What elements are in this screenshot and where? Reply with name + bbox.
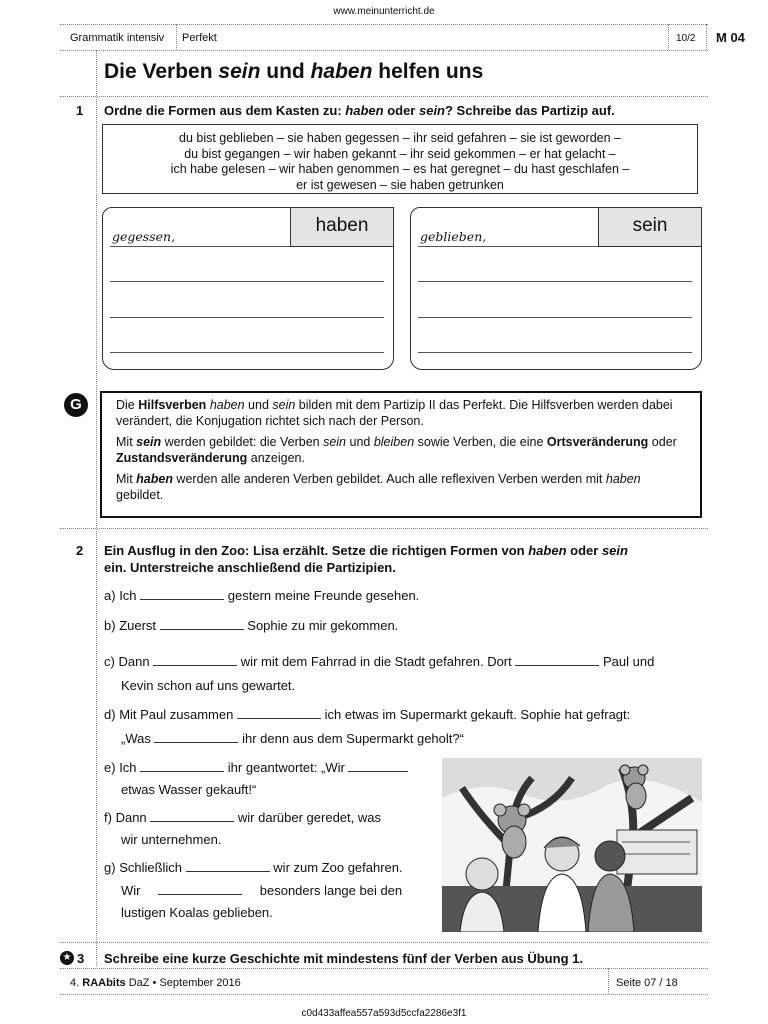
zoo-koala-illustration <box>442 758 702 932</box>
task-number: 1 <box>76 103 84 118</box>
footer-page-number: Seite 07 / 18 <box>616 977 678 989</box>
source-url: www.meinunterricht.de <box>333 6 435 17</box>
exercise-c-cont: Kevin schon auf uns gewartet. <box>121 678 296 693</box>
answer-line[interactable] <box>418 281 692 282</box>
section-rule <box>60 942 708 943</box>
header-divider <box>706 24 707 50</box>
gap-field[interactable] <box>153 654 237 666</box>
answer-line[interactable] <box>110 246 290 247</box>
exercise-c: c) Dann wir mit dem Fahrrad in die Stadt gefahren. Dort Paul und <box>104 654 655 669</box>
footer-edition: 4. RAAbits DaZ • September 2016 <box>70 977 241 989</box>
header-divider <box>668 24 669 50</box>
section-rule <box>60 528 708 529</box>
exercise-g: g) Schließlich wir zum Zoo gefahren. <box>104 860 403 875</box>
grammar-box <box>100 391 702 518</box>
header-topic: Perfekt <box>182 32 217 44</box>
exercise-d-cont: „Was ihr denn aus dem Supermarkt geholt?“ <box>121 731 464 746</box>
header-rule-bottom <box>60 50 708 51</box>
page-title: Die Verben sein und haben helfen uns <box>104 60 484 83</box>
task-number: 2 <box>76 543 84 558</box>
task-number: 3 <box>77 951 85 966</box>
answer-line[interactable] <box>418 317 692 318</box>
header-rule-top <box>60 24 708 25</box>
task-instruction: Schreibe eine kurze Geschichte mit mindestens fünf der Verben aus Übung 1. <box>104 951 583 966</box>
answer-line[interactable] <box>418 246 598 247</box>
answer-line[interactable] <box>110 352 384 353</box>
grammar-paragraph: Die Hilfsverben haben und sein bilden mit dem Partizip II das Perfekt. Die Hilfsverben werden dabei verändert, die Konjugation richtet sich nach der Person. <box>116 398 673 428</box>
gap-field[interactable] <box>158 883 242 895</box>
document-hash: c0d433affea557a593d5ccfa2286e3f1 <box>301 1008 467 1019</box>
exercise-f: f) Dann wir darüber geredet, was <box>104 810 381 825</box>
exercise-e-cont: etwas Wasser gekauft!“ <box>121 782 257 797</box>
word-box-line: du bist geblieben – sie haben gegessen – ihr seid gefahren – sie ist geworden – <box>179 131 621 145</box>
gap-field[interactable] <box>150 810 234 822</box>
gap-field[interactable] <box>160 618 244 630</box>
haben-label: haben <box>290 207 394 247</box>
header-divider <box>176 24 177 50</box>
word-box-line: du bist gegangen – wir haben gekannt – ihr seid gekommen – er hat gelacht – <box>184 146 616 161</box>
answer-line[interactable] <box>110 281 384 282</box>
exercise-g-cont: lustigen Koalas geblieben. <box>121 905 273 920</box>
grammar-paragraph: Mit sein werden gebildet: die Verben sein und bleiben sowie Verben, die eine Ortsveränderung oder Zustandsveränderung anzeigen. <box>116 435 677 465</box>
exercise-f-cont: wir unternehmen. <box>121 832 222 847</box>
sein-example: geblieben, <box>420 229 487 244</box>
margin-guide <box>96 50 97 966</box>
gap-field[interactable] <box>154 731 238 743</box>
exercise-g-cont: Wir besonders lange bei den <box>121 883 403 898</box>
header-series: Grammatik intensiv <box>70 32 165 44</box>
task-instruction: Ein Ausflug in den Zoo: Lisa erzählt. Setze die richtigen Formen von haben oder sein ein. Unterstreiche anschließend die Partizipien. <box>104 543 628 575</box>
sein-label: sein <box>598 207 702 247</box>
star-icon: ★ <box>60 951 74 965</box>
exercise-d: d) Mit Paul zusammen ich etwas im Supermarkt gekauft. Sophie hat gefragt: <box>104 707 631 722</box>
exercise-b: b) Zuerst Sophie zu mir gekommen. <box>104 618 399 633</box>
word-box-line: er ist gewesen – sie haben getrunken <box>296 177 504 192</box>
gap-field[interactable] <box>140 588 224 600</box>
gap-field[interactable] <box>348 760 408 772</box>
gap-field[interactable] <box>515 654 599 666</box>
answer-line[interactable] <box>418 352 692 353</box>
footer-divider <box>608 968 609 994</box>
gap-field[interactable] <box>237 707 321 719</box>
title-rule <box>60 96 708 97</box>
header-level: 10/2 <box>676 33 696 44</box>
answer-line[interactable] <box>110 317 384 318</box>
word-box-line: ich habe gelesen – wir haben genommen – es hat geregnet – du hast geschlafen – <box>170 162 630 176</box>
exercise-a: a) Ich gestern meine Freunde gesehen. <box>104 588 420 603</box>
footer-rule <box>60 994 708 995</box>
exercise-e: e) Ich ihr geantwortet: „Wir <box>104 760 408 776</box>
footer-rule <box>60 968 708 969</box>
material-code: M 04 <box>716 30 745 45</box>
gap-field[interactable] <box>140 760 224 772</box>
grammar-marker-icon: G <box>64 393 88 417</box>
grammar-paragraph: Mit haben werden alle anderen Verben gebildet. Auch alle reflexiven Verben werden mit haben gebildet. <box>116 472 641 502</box>
task-instruction: Ordne die Formen aus dem Kasten zu: haben oder sein? Schreibe das Partizip auf. <box>104 103 615 118</box>
word-box <box>102 124 698 194</box>
haben-example: gegessen, <box>112 229 176 244</box>
gap-field[interactable] <box>186 860 270 872</box>
